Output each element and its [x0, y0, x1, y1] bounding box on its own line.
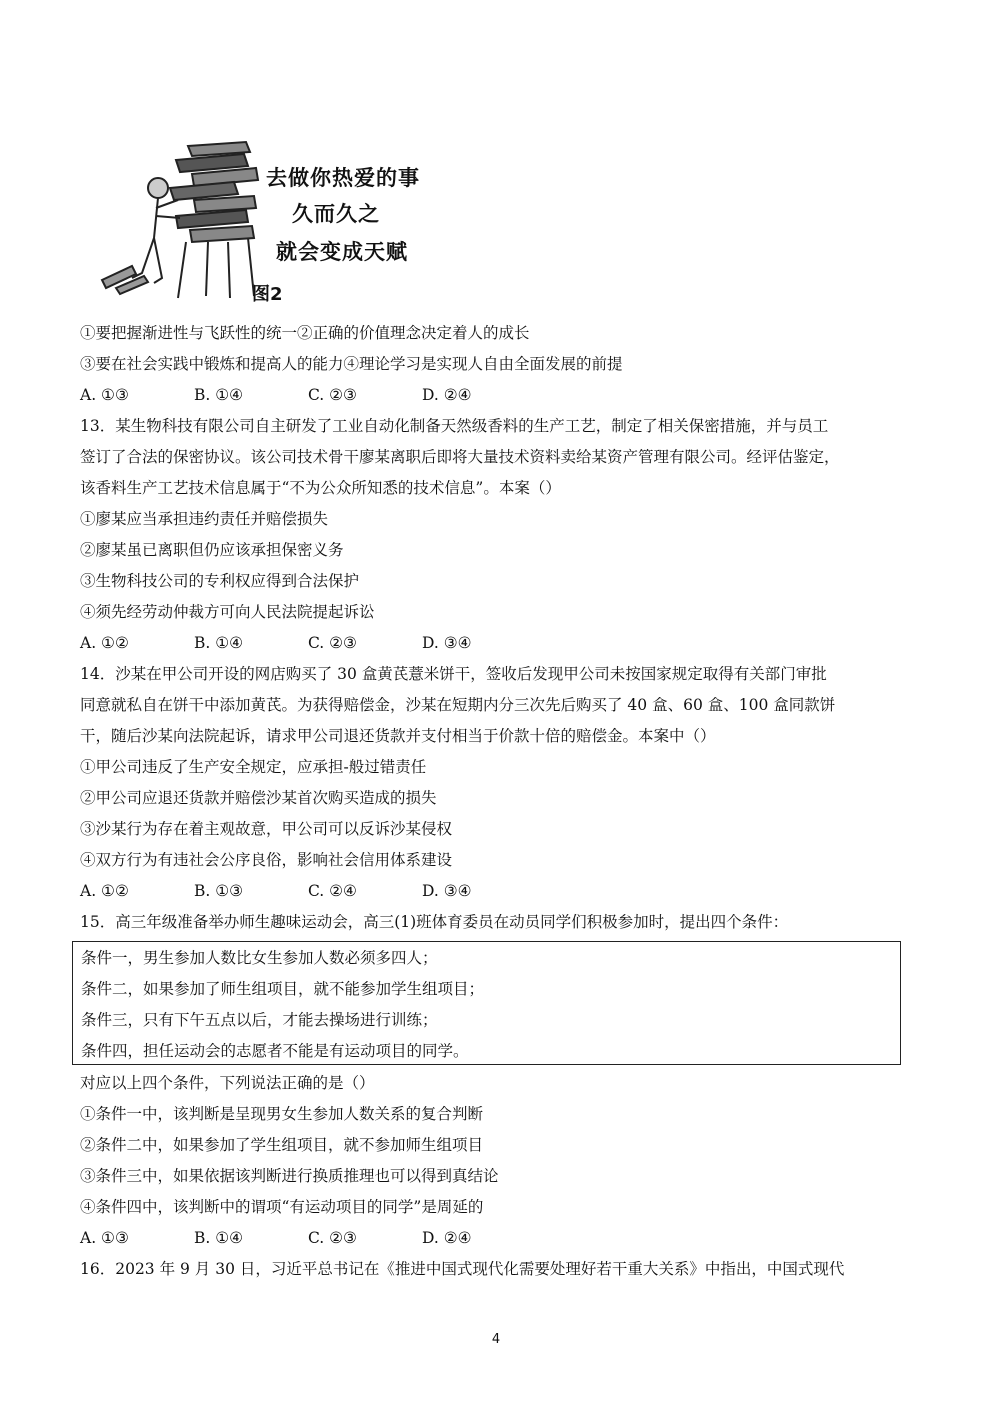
- q12-statements-3-4: ③要在社会实践中锻炼和提高人的能力④理论学习是实现人自由全面发展的前提: [80, 355, 623, 373]
- q14-stem-line-1: 14．沙某在甲公司开设的网店购买了 30 盒黄芪薏米饼干，签收后发现甲公司未按国家规定取得有关部门审批: [80, 665, 827, 683]
- plank-tower-illustration: [170, 142, 258, 298]
- q12-option-c[interactable]: C. ②③: [308, 386, 357, 404]
- q15-statement-3: ③条件三中，如果依据该判断进行换质推理也可以得到真结论: [80, 1167, 499, 1185]
- q15-condition-3: 条件三，只有下午五点以后，才能去操场进行训练；: [81, 1011, 438, 1029]
- q13-stem-line-3: 该香料生产工艺技术信息属于“不为公众所知悉的技术信息”。本案（）: [80, 479, 561, 497]
- q14-statement-3: ③沙某行为存在着主观故意，甲公司可以反诉沙某侵权: [80, 820, 453, 838]
- q13-stem-line-2: 签订了合法的保密协议。该公司技术骨干廖某离职后即将大量技术资料卖给某资产管理有限公司。经评估鉴定，: [80, 448, 840, 466]
- q15-condition-4: 条件四，担任运动会的志愿者不能是有运动项目的同学。: [81, 1042, 469, 1060]
- q12-option-b[interactable]: B. ①④: [194, 386, 244, 404]
- q14-option-b[interactable]: B. ①③: [194, 882, 244, 900]
- q14-option-d[interactable]: D. ③④: [422, 882, 472, 900]
- page-number: 4: [491, 1332, 501, 1347]
- q12-options: [80, 385, 472, 405]
- q15-statement-1: ①条件一中，该判断是呈现男女生参加人数关系的复合判断: [80, 1105, 484, 1123]
- q12-option-a[interactable]: A. ①③: [80, 386, 129, 404]
- ground-planks-illustration: [102, 266, 148, 294]
- q15-statement-4: ④条件四中，该判断中的谓项“有运动项目的同学”是周延的: [80, 1198, 484, 1216]
- q13-statement-2: ②廖某虽已离职但仍应该承担保密义务: [80, 541, 344, 559]
- q13-option-c[interactable]: C. ②③: [308, 634, 357, 652]
- q16-stem-line-1: 16．2023 年 9 月 30 日，习近平总书记在《推进中国式现代化需要处理好若干重大关系》中指出，中国式现代: [80, 1260, 845, 1278]
- q14-option-c[interactable]: C. ②④: [308, 882, 357, 900]
- q15-question: 对应以上四个条件，下列说法正确的是（）: [80, 1074, 375, 1092]
- q14-stem-line-2: 同意就私自在饼干中添加黄芪。为获得赔偿金，沙某在短期内分三次先后购买了 40 盒、60 盒、100 盒同款饼: [80, 696, 836, 714]
- q15-option-a[interactable]: A. ①③: [80, 1229, 129, 1247]
- q13-statement-3: ③生物科技公司的专利权应得到合法保护: [80, 572, 360, 590]
- q13-option-d[interactable]: D. ③④: [422, 634, 472, 652]
- q13-statement-4: ④须先经劳动仲裁方可向人民法院提起诉讼: [80, 603, 375, 621]
- q15-condition-2: 条件二，如果参加了师生组项目，就不能参加学生组项目；: [81, 980, 485, 998]
- q15-stem: 15．高三年级准备举办师生趣味运动会，高三(1)班体育委员在动员同学们积极参加时，提出四个条件：: [80, 913, 789, 931]
- q15-condition-1: 条件一，男生参加人数比女生参加人数必须多四人；: [81, 949, 438, 967]
- q13-option-a[interactable]: A. ①②: [80, 634, 129, 652]
- q14-statement-2: ②甲公司应退还货款并赔偿沙某首次购买造成的损失: [80, 789, 437, 807]
- q14-stem-line-3: 干，随后沙某向法院起诉，请求甲公司退还货款并支付相当于价款十倍的赔偿金。本案中（）: [80, 727, 716, 745]
- handwriting-line-1: 去做你热爱的事: [266, 166, 420, 190]
- q13-statement-1: ①廖某应当承担违约责任并赔偿损失: [80, 510, 329, 528]
- q13-options: [80, 633, 472, 653]
- q12-option-d[interactable]: D. ②④: [422, 386, 472, 404]
- q15-option-d[interactable]: D. ②④: [422, 1229, 472, 1247]
- q15-option-c[interactable]: C. ②③: [308, 1229, 357, 1247]
- q15-option-b[interactable]: B. ①④: [194, 1229, 244, 1247]
- figure-caption: 图2: [252, 284, 283, 305]
- handwriting-line-3: 就会变成天赋: [276, 240, 408, 264]
- q13-option-b[interactable]: B. ①④: [194, 634, 244, 652]
- q14-options: [80, 881, 472, 901]
- q15-statement-2: ②条件二中，如果参加了学生组项目，就不参加师生组项目: [80, 1136, 484, 1154]
- q13-stem-line-1: 13．某生物科技有限公司自主研发了工业自动化制备天然级香料的生产工艺，制定了相关保密措施，并与员工: [80, 417, 829, 435]
- q14-statement-4: ④双方行为有违社会公序良俗，影响社会信用体系建设: [80, 851, 453, 869]
- q12-statements-1-2: ①要把握渐进性与飞跃性的统一②正确的价值理念决定着人的成长: [80, 324, 530, 342]
- q15-options: [80, 1228, 472, 1248]
- q14-statement-1: ①甲公司违反了生产安全规定，应承担-般过错责任: [80, 758, 427, 776]
- q14-option-a[interactable]: A. ①②: [80, 882, 129, 900]
- handwriting-line-2: 久而久之: [292, 202, 380, 226]
- q15-conditions-box: [72, 941, 901, 1065]
